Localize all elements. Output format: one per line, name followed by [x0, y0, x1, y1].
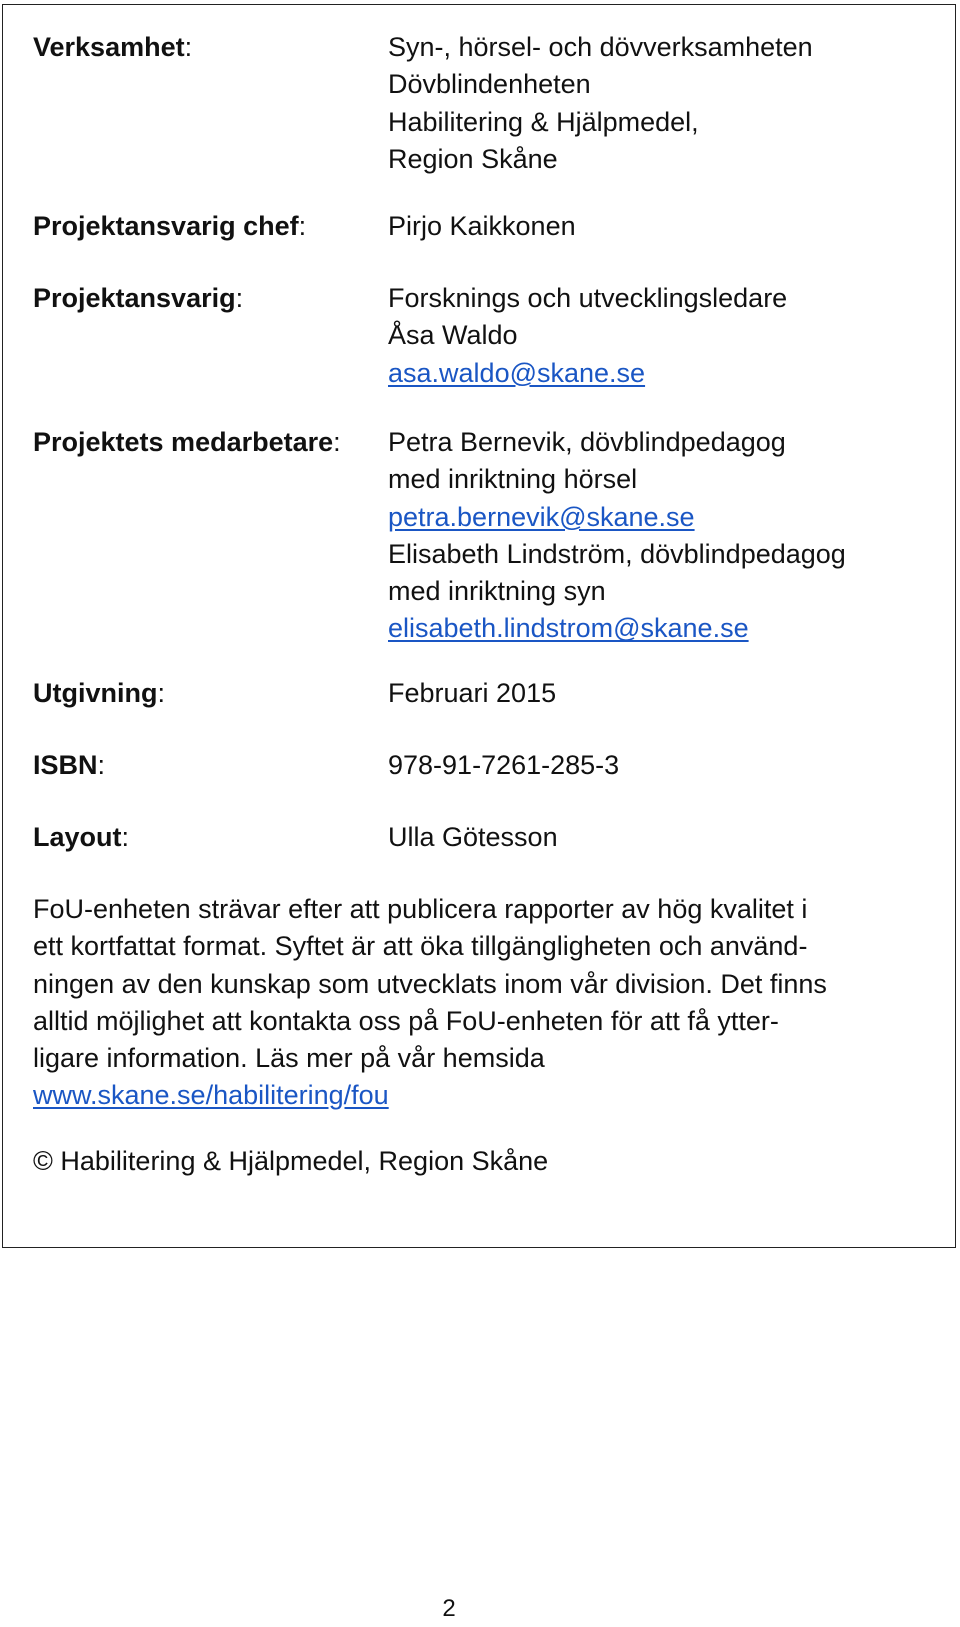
field-value-verksamhet: [388, 29, 960, 178]
field-label-utgivning: Utgivning:: [33, 678, 165, 708]
field-label-chef: Projektansvarig chef:: [33, 211, 307, 241]
value-line: Åsa Waldo: [388, 320, 518, 351]
field-label-ansvarig: Projektansvarig:: [33, 283, 244, 313]
field-value-utgivning: [388, 675, 960, 712]
paragraph-line: alltid möjlighet att kontakta oss på FoU-enheten för att få ytter-: [33, 1005, 779, 1036]
email-link-petra[interactable]: petra.bernevik@skane.se: [388, 501, 695, 532]
email-link-asa[interactable]: asa.waldo@skane.se: [388, 357, 646, 388]
paragraph-line: FoU-enheten strävar efter att publicera rapporter av hög kvalitet i: [33, 894, 808, 924]
website-link[interactable]: www.skane.se/habilitering/fou: [33, 1080, 389, 1111]
page-number: 2: [442, 1595, 456, 1622]
paragraph-line: ningen av den kunskap som utvecklats inom vår division. Det finns: [33, 968, 827, 999]
value-line: med inriktning syn: [388, 576, 606, 607]
field-label-isbn: ISBN:: [33, 750, 106, 780]
field-value-isbn: [388, 747, 960, 784]
value-line: Petra Bernevik, dövblindpedagog: [388, 427, 786, 457]
value-line: Region Skåne: [388, 143, 558, 174]
value-line: Ulla Götesson: [388, 822, 558, 852]
value-line: Pirjo Kaikkonen: [388, 211, 576, 241]
value-line: med inriktning hörsel: [388, 464, 638, 495]
value-line: Dövblindenheten: [388, 69, 591, 100]
paragraph-line: ligare information. Läs mer på vår hemsida: [33, 1043, 545, 1074]
value-line: Februari 2015: [388, 678, 557, 708]
copyright-notice: © Habilitering & Hjälpmedel, Region Skåne: [33, 1146, 549, 1176]
value-line: Forsknings och utvecklingsledare: [388, 283, 788, 313]
value-line: Syn-, hörsel- och dövverksamheten: [388, 32, 813, 62]
value-line: 978-91-7261-285-3: [388, 750, 620, 780]
value-line: Elisabeth Lindström, dövblindpedagog: [388, 538, 846, 569]
info-paragraph: [33, 891, 953, 1115]
value-line: Habilitering & Hjälpmedel,: [388, 106, 699, 137]
field-label-layout: Layout:: [33, 822, 130, 852]
email-link-elisabeth[interactable]: elisabeth.lindstrom@skane.se: [388, 613, 749, 644]
paragraph-line: ett kortfattat format. Syftet är att öka tillgängligheten och använd-: [33, 931, 808, 962]
field-value-layout: [388, 819, 960, 856]
field-value-chef: [388, 208, 960, 245]
field-label-medarbetare: Projektets medarbetare:: [33, 427, 341, 457]
field-value-ansvarig: [388, 280, 960, 392]
field-label-verksamhet: Verksamhet:: [33, 32, 193, 62]
field-value-medarbetare: [388, 424, 960, 648]
info-box: [2, 4, 956, 1248]
